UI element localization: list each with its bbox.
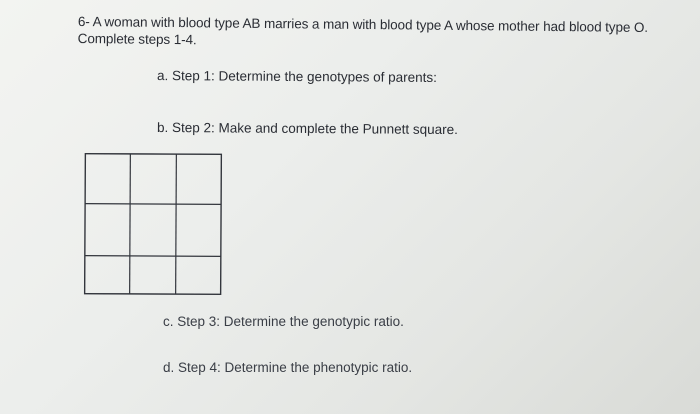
punnett-grid (84, 153, 223, 296)
step-2-prompt: b. Step 2: Make and complete the Punnett square. (156, 119, 459, 138)
punnett-outline (85, 154, 222, 295)
punnett-vertical-line-2 (176, 154, 177, 294)
step-1-prompt: a. Step 1: Determine the genotypes of parents: (156, 68, 437, 85)
punnett-square (84, 153, 223, 296)
punnett-vertical-line-1 (130, 154, 131, 294)
step-4-prompt: d. Step 4: Determine the phenotypic ratio. (163, 360, 413, 375)
punnett-horizontal-line-2 (85, 256, 221, 257)
punnett-horizontal-line-1 (85, 204, 221, 205)
question-text: 6- A woman with blood type AB marries a man with blood type A whose mother had blood type O. Complete steps 1-4. (77, 13, 649, 48)
step-3-prompt: c. Step 3: Determine the genotypic ratio. (163, 314, 404, 329)
